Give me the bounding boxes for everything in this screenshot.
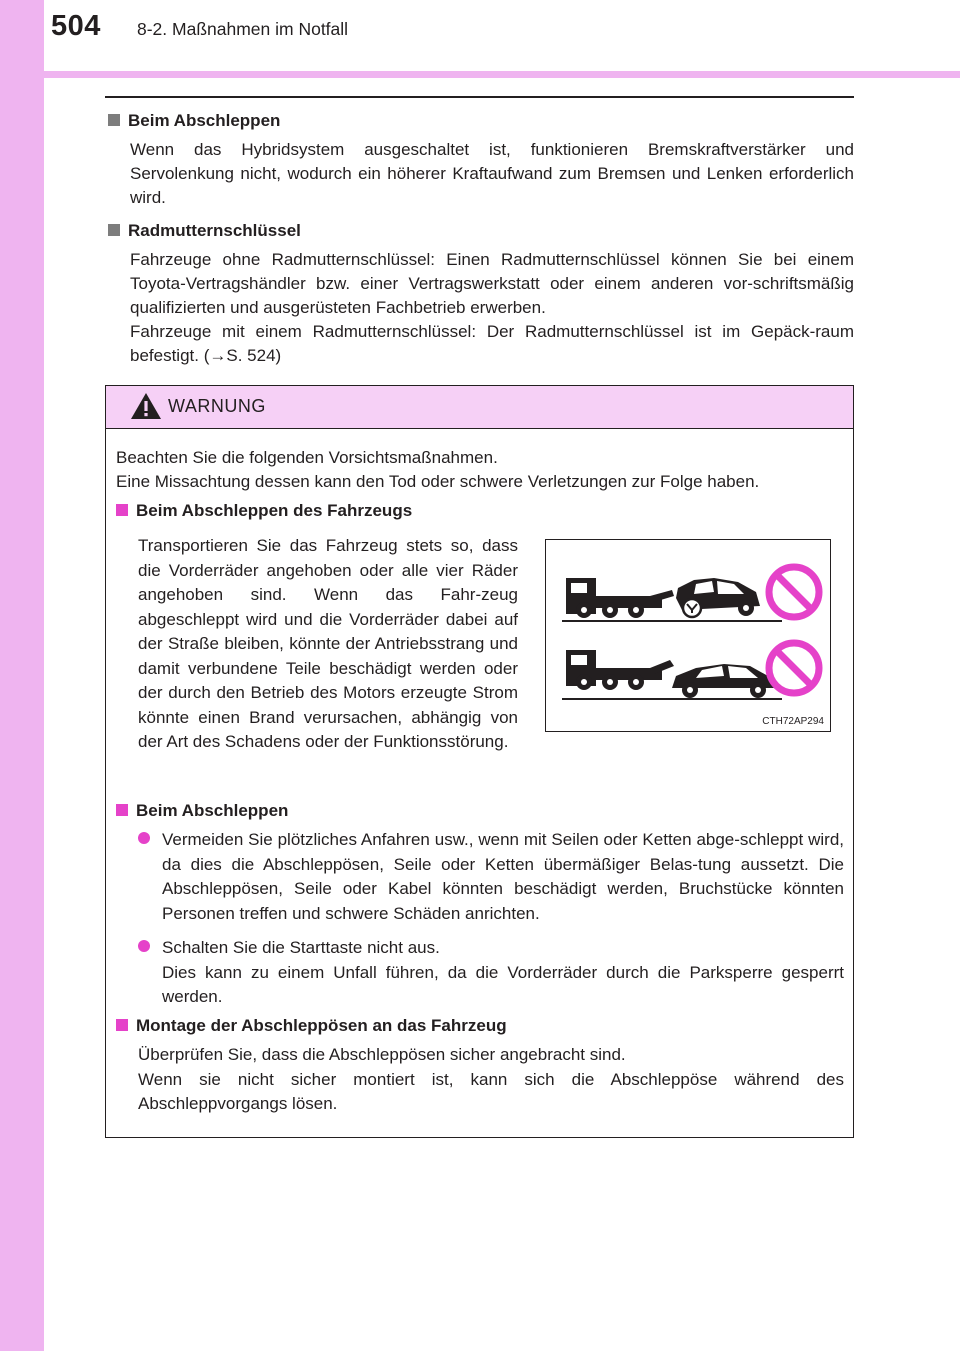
section-paragraph: Wenn das Hybridsystem ausgeschaltet ist, funktionieren Bremskraftverstärker und Servolenkung nicht, wodurch ein höherer Kraftaufwand zum Bremsen und Lenken erforderlich wird. — [130, 140, 854, 207]
top-divider — [105, 96, 854, 98]
warning-title: WARNUNG — [168, 396, 266, 416]
square-bullet-icon — [108, 224, 120, 236]
section-wheel-lock-key — [108, 218, 854, 368]
warning-bullet: Vermeiden Sie plötzliches Anfahren usw., wenn mit Seilen oder Ketten abge-schleppt wird, da dies die Abschleppösen, Seile oder Ketten übermäßiger Belas-tung aussetzt. Die Abschleppösen, Seile oder Kabel könnten beschädigt werden, Bruchstücke könnten Personen treffen und schwere Schäden anrichten. — [138, 828, 844, 926]
section-paragraph: Fahrzeuge mit einem Radmutternschlüssel: Der Radmutternschlüssel ist im Gepäck-raum befestigt. (→S. 524) — [130, 322, 854, 365]
warning-box — [105, 385, 854, 1138]
warning-bullet: Schalten Sie die Starttaste nicht aus. Dies kann zu einem Unfall führen, da die Vorderräder durch die Parksperre gesperrt werden. — [138, 936, 844, 1010]
section-heading: Radmutternschlüssel — [128, 221, 301, 240]
warning-section-tow-vehicle — [116, 498, 844, 524]
square-bullet-icon — [108, 114, 120, 126]
warning-section-tow-eyes — [116, 1013, 844, 1117]
warning-intro — [116, 446, 844, 494]
chapter-title: 8-2. Maßnahmen im Notfall — [137, 19, 349, 39]
square-bullet-icon — [116, 1019, 128, 1031]
square-bullet-icon — [116, 504, 128, 516]
section-towing-note — [108, 108, 854, 210]
warning-paragraph: Überprüfen Sie, dass die Abschleppösen sicher angebracht sind. — [138, 1045, 626, 1064]
warning-intro-line: Beachten Sie die folgenden Vorsichtsmaßnahmen. — [116, 448, 498, 467]
warning-intro-line: Eine Missachtung dessen kann den Tod oder schwere Verletzungen zur Folge haben. — [116, 472, 760, 491]
round-bullet-icon — [138, 832, 150, 844]
warning-section-heading: Beim Abschleppen des Fahrzeugs — [136, 501, 413, 520]
warning-section-heading: Beim Abschleppen — [136, 801, 289, 820]
towing-illustration — [545, 539, 831, 732]
page-number: 504 — [51, 10, 101, 42]
round-bullet-icon — [138, 940, 150, 952]
tow-vehicle-text: Transportieren Sie das Fahrzeug stets so, dass die Vorderräder angehoben oder alle vier Räder angehoben sind. Wenn das Fahr-zeug abgeschleppt wird und die Vorderräder dabei auf der Straße bleiben, könnte der Antriebsstrang und damit verbundene Teile beschädigt werden oder der durch den Betrieb des Motors erzeugte Strom könnte einen Brand verursachen, abhängig von der Art des Schadens oder der Funktionsstörung. — [138, 536, 518, 751]
figure-code: CTH72AP294 — [762, 716, 824, 727]
warning-header — [106, 386, 853, 429]
warning-section-heading: Montage der Abschleppösen an das Fahrzeug — [136, 1016, 507, 1035]
square-bullet-icon — [116, 804, 128, 816]
tow-truck-illustration — [546, 540, 830, 731]
warning-triangle-icon — [130, 392, 162, 420]
section-paragraph: Fahrzeuge ohne Radmutternschlüssel: Einen Radmutternschlüssel können Sie bei einem Toyota-Vertragshändler bzw. einer Vertragswerkstatt oder einem anderen vor-schriftsmäßig qualifizierten und ausgerüsteten Fachbetrieb erwerben. — [130, 250, 854, 317]
side-color-strip — [0, 0, 44, 1351]
warning-section-towing — [116, 798, 844, 1010]
section-heading: Beim Abschleppen — [128, 111, 281, 130]
warning-paragraph: Wenn sie nicht sicher montiert ist, kann sich die Abschleppöse während des Abschleppvorgangs lösen. — [138, 1069, 844, 1113]
